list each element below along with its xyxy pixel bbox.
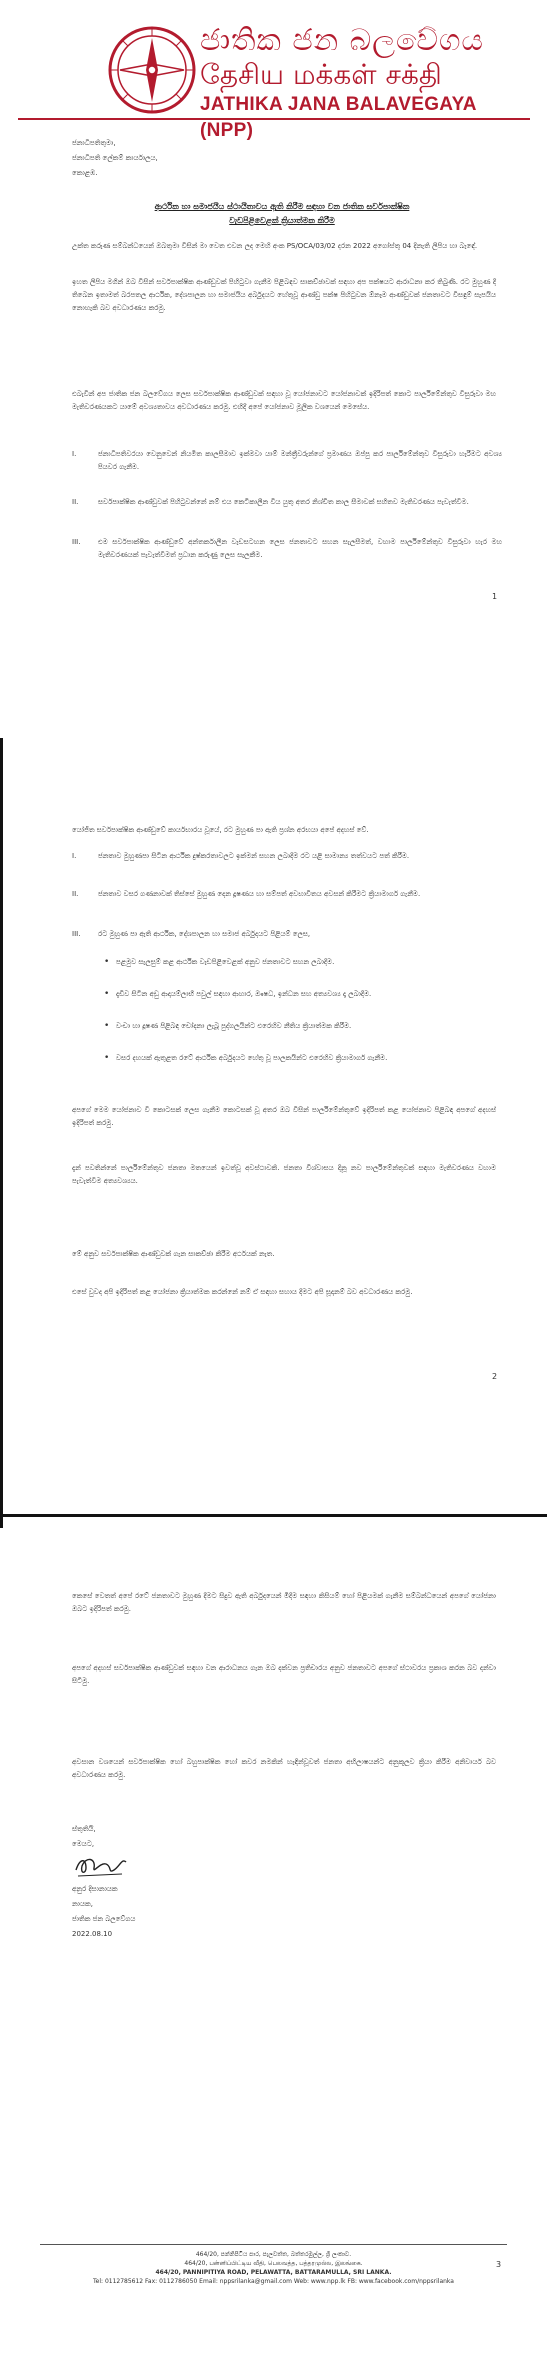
list-text: ජනතාව වසර ගණනාවක් තිස්සේ මුහුණ දෙන දූෂණය හා සම්පත් අවභාවිතය අවසන් කිරීමට ක්‍රියාමාර්ග ගැනීම. xyxy=(98,890,421,898)
bullet-item: • දැඩිව සිටින අඩු ආදායම්ලාභී පවුල් සඳහා ආහාර, ඖෂධ, ඉන්ධන සහ අත්‍යවශ්‍ය දෑ ලබාදීම. xyxy=(116,988,502,1001)
address-line: ජනාධිපති ලේකම් කාර්යාලය, xyxy=(72,154,158,162)
signatory-org: ජාතික ජන බලවේගය xyxy=(72,1915,136,1923)
list-number: I. xyxy=(72,852,77,860)
brand-name-english: JATHIKA JANA BALAVEGAYA (NPP) xyxy=(200,94,477,141)
compass-logo-icon xyxy=(108,26,196,114)
bullet-item: • පළමුව සැලසුම් කළ ආර්ථික වැඩපිළිවෙළක් අනුව ජනතාවට සහන ලබාදීම. xyxy=(116,956,502,969)
subject-line: ආර්ථික හා සමාජයීය ස්ථායීතාවය ඇති කිරීම සඳහා වන ජාතික සර්වපාක්ෂික xyxy=(154,202,410,211)
paragraph: එසේ වුවද අපි ඉදිරිපත් කළ යෝජනා ක්‍රියාත්මක කරන්නේ නම් ඒ සඳහා සහාය දීමට අපි සූදානම් බව අවධාරණය කරමු. xyxy=(72,1288,413,1296)
list-text: රට මුහුණ පා ඇති ආර්ථික, දේශපාලන හා සමාජ අර්බුදයට පිළියම් ලෙස, xyxy=(98,930,311,938)
sign-off: ස්තුතියි, xyxy=(72,1825,96,1833)
paragraph: දැන් පවතින්නේ පාර්ලිමේන්තුව ජනතා මතයෙන් ඉවත්වූ අවස්ථාවකි. ජනතා විශ්වාසය දිනූ නව පාර්ලිමේන්තුවක් සඳහා මැතිවරණය වහාම පැවැත්වීම අත්‍යවශ්‍යය. xyxy=(72,1164,496,1185)
address-line: කොළඹ. xyxy=(72,169,98,177)
list-text: එම සර්වපාක්ෂික ආණ්ඩුවේ අන්තර්කාලීන වැඩසටහන ලෙස ජනතාවට සහන සැලසීමත්, වහාම පාර්ලිමේන්තුව විසුරුවා හැර මහ මැතිවරණයක් පැවැත්වීමත් ප්‍රධාන කරුණු ලෙස සැලකීම. xyxy=(98,538,502,559)
bullet-item: • වසර දහයක් ඇතුළත රටේ ආර්ථික අර්බුදයට හේතු වූ පාලකයින්ට එරෙහිව ක්‍රියාමාර්ග ගැනීම. xyxy=(116,1052,502,1065)
footer-address-en: 464/20, PANNIPITIYA ROAD, PELAWATTA, BATTARAMULLA, SRI LANKA. xyxy=(155,2269,392,2276)
signature-image xyxy=(72,1852,135,1882)
paragraph: ඉහත ලිපිය මගින් ඔබ විසින් සර්වපාක්ෂික ආණ්ඩුවක් පිහිටුවා ගැනීම පිළිබඳව සාකච්ඡාවක් සඳහා අප පක්ෂයට ආරාධනා කර තිබුණි. රට මුහුණ දී තිබෙන ඉතාමත් බරපතල ආර්ථික, දේශපාලන හා සමාජයීය අර්බුදයට හේතුවූ ආණ්ඩු පක්ෂ පිහිටුවන ඕනෑම ආණ්ඩුවක් ජනතාවට විසඳුම් සැපයිය නොහැකි බව අවධාරණය කරමු. xyxy=(72,278,496,312)
paragraph: අවසාන වශයෙන් සර්වපාක්ෂික හෝ බහුපාක්ෂික හෝ කවර නමකින් හැඳින්වූවත් ජනතා අභිලාෂයන්ට අනුකූලව ක්‍රියා කිරීම අනිවාර්ය බව අවධාරණය කරමු. xyxy=(72,1758,496,1779)
npp-logo xyxy=(108,26,196,114)
paragraph: යෝජිත සර්වපාක්ෂික ආණ්ඩුවේ කාර්යභාරය වූයේ, රට මුහුණ පා ඇති ප්‍රශ්න අරභයා අපේ අදහස් වේ. xyxy=(72,826,369,834)
document-page-3 xyxy=(0,1528,547,2356)
list-number: III. xyxy=(72,538,81,546)
signatory-title: නායක, xyxy=(72,1900,93,1908)
list-text: සර්වපාක්ෂික ආණ්ඩුවක් පිහිටුවන්නේ නම් එය කෙටිකාලීන විය යුතු අතර නිශ්චිත කාල සීමාවක් සහිතව මැතිවරණය පැවැත්වීම. xyxy=(98,498,469,506)
page-number: 2 xyxy=(492,1372,498,1381)
page-number: 3 xyxy=(496,2260,502,2269)
list-number: I. xyxy=(72,450,77,458)
letter-subject xyxy=(72,200,492,228)
header-divider xyxy=(18,118,530,120)
footer-address-si: 464/20, පන්නිපිටිය පාර, පැලවත්ත, බත්තරමුල්ල, ශ්‍රී ලංකාව. xyxy=(195,2251,352,2258)
paragraph: අපගේ අදහස් සර්වපාක්ෂික ආණ්ඩුවක් සඳහා වන ආරාධනය ගැන ඔබ දක්වන ප්‍රතිචාරය අනුව ජනතාවට අපගේ ස්ථාවරය ප්‍රකාශ කරන බව දන්වා සිටිමු. xyxy=(72,1664,496,1685)
sign-off: මෙයට, xyxy=(72,1840,95,1848)
list-text: ජනතාව මුහුණපා සිටින ආර්ථික දුෂ්කරතාවලට ඉක්මන් සහන ලබාදීම රට යළි සාමාන්‍ය තත්වයට පත් කිරීම. xyxy=(98,852,410,860)
footer-address-ta: 464/20, பன்னிப்பிட்டிய வீதி, பெலவத்த, பத்தரமுல்ல, இலங்கை. xyxy=(184,2260,363,2267)
brand-name-sinhala: ජාතික ජන බලවේගය xyxy=(200,23,485,58)
letterhead-brand xyxy=(200,24,530,144)
signatory-name: අනුර දිසානායක xyxy=(72,1885,118,1893)
list-text: ජනාධිපතිවරයා වෙනුවෙන් නියමිත කාලසීමාව ඉක්මවා යාම් මන්ත්‍රීවරුන්ගේ ප්‍රමාණය ඔප්පු කර පාර්ලිමේන්තුව විසුරුවා හැරීමට අවශ්‍ය පියවර ගැනීම. xyxy=(98,450,502,471)
paragraph: කෙසේ වෙතත් අපේ රටේ ජනතාවට මුහුණ දීමට සිදුව ඇති අර්බුදයෙන් මිදීම සඳහා කිසියම් හෝ පිළියමක් ගැනීම සම්බන්ධයෙන් අපගේ යෝජනා ඔබට ඉදිරිපත් කරමු. xyxy=(72,1592,496,1613)
list-number: II. xyxy=(72,498,79,506)
bullet-item: • වංචා හා දූෂණ පිළිබඳ චෝදනා ලැබූ පුද්ගලයින්ට එරෙහිව නීතිය ක්‍රියාත්මක කිරීම. xyxy=(116,1020,502,1033)
footer-contact: Tel: 0112785612 Fax: 0112786050 Email: nppsrilanka@gmail.com Web: www.npp.lk FB: www.facebook.com/nppsrilanka xyxy=(93,2278,454,2285)
list-number: II. xyxy=(72,890,79,898)
paragraph: උක්ත කරුණ සම්බන්ධයෙන් ඔබතුමා විසින් මා වෙත එවන ලද මෙහි අංක PS/OCA/03/02 දරන 2022 අගෝස්තු 04 දිනැති ලිපිය හා බැඳේ. xyxy=(72,242,478,250)
subject-line: වැඩපිළිවෙළක් ක්‍රියාත්මක කිරීම xyxy=(229,216,335,225)
address-line: ජනාධිපතිතුමා, xyxy=(72,139,116,147)
signature-block xyxy=(72,1822,135,1942)
paragraph: අපගේ මෙම යෝජනාව වී කොටසක් ලෙස ගැනීම කොටසක් වූ අතර ඔබ විසින් පාර්ලිමේන්තුවේ ඉදිරිපත් කළ යෝජනාව පිළිබඳ අපගේ අදහස් ඉදිරිපත් කරමු. xyxy=(72,1106,496,1127)
page-separator xyxy=(0,738,547,752)
brand-name-tamil: தேசிய மக்கள் சக்தி xyxy=(200,58,442,91)
page-number: 1 xyxy=(492,592,498,601)
document-page-2 xyxy=(0,752,547,1528)
recipient-address xyxy=(72,136,158,181)
list-number: III. xyxy=(72,930,81,938)
handwritten-signature-icon xyxy=(72,1852,132,1880)
document-page-1 xyxy=(0,0,547,752)
page-edge xyxy=(0,752,3,1528)
footer-divider xyxy=(40,2244,507,2245)
paragraph: එබැවින් අප ජාතික ජන බලවේගය ලෙස සර්වපාක්ෂික ආණ්ඩුවක් සඳහා වූ යෝජනාවට යෝජනාවක් ඉදිරිපත් කොට පාර්ලිමේන්තුව විසුරුවා මහ මැතිවරණයකට යාමේ අවශ්‍යතාවය අවධාරණය කරමු. එහිදී අපේ යෝජනාව මූලික වශයෙන් මෙසේය. xyxy=(72,390,496,411)
page-bottom-edge xyxy=(0,1514,547,1517)
letterhead-footer xyxy=(0,2250,547,2286)
paragraph: මේ අනුව සර්වපාක්ෂික ආණ්ඩුවක් ගැන සාකච්ඡා කිරීම අර්ථයක් නැත. xyxy=(72,1250,275,1258)
letter-date: 2022.08.10 xyxy=(72,1930,113,1938)
